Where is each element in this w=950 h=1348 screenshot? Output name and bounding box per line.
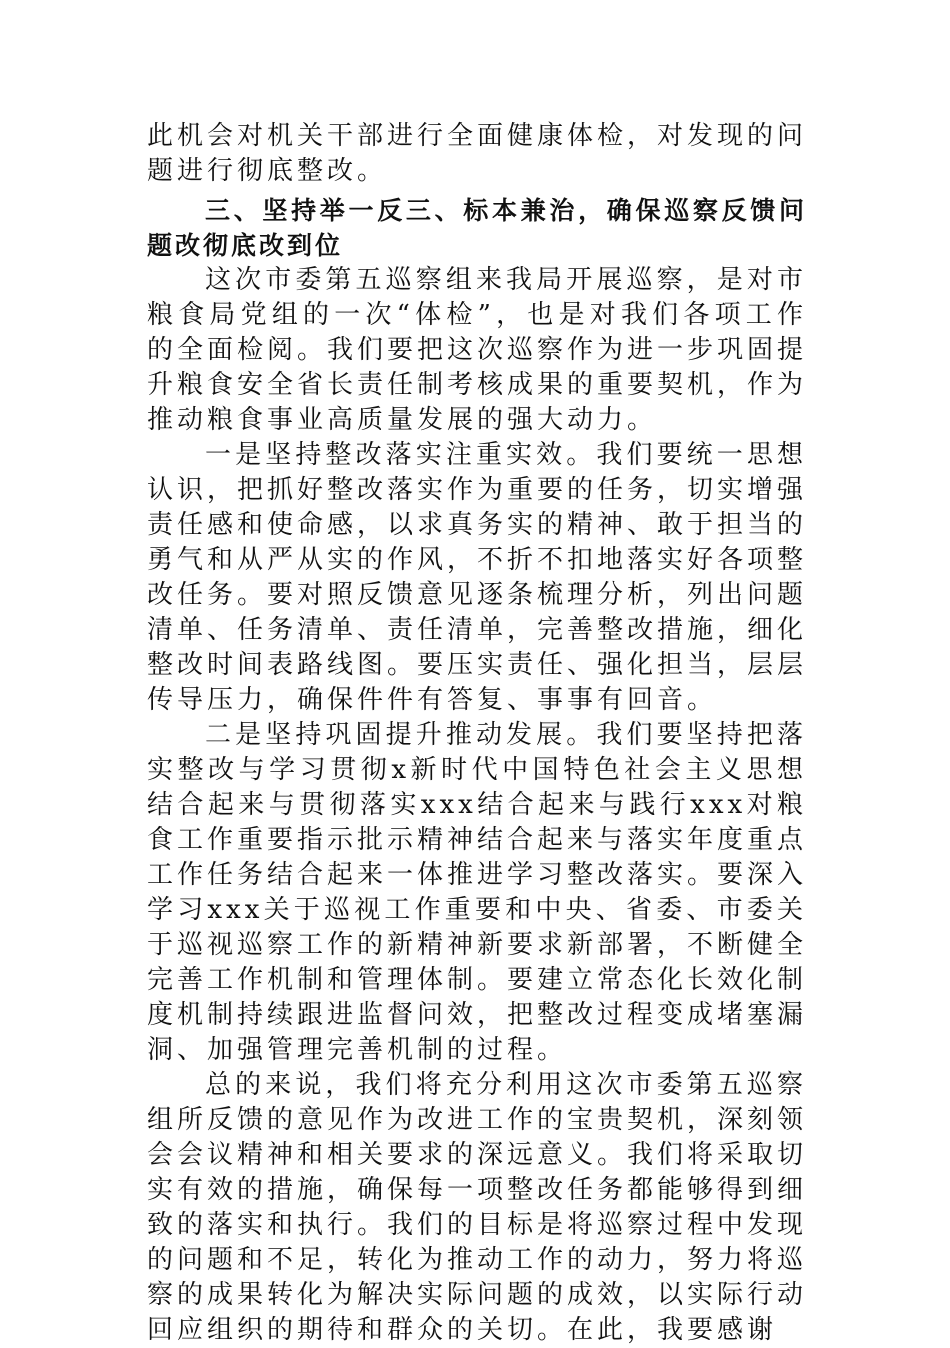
document-body: [147, 119, 807, 1348]
paragraph-point-one: 一是坚持整改落实注重实效。我们要统一思想认识，把抓好整改落实作为重要的任务，切实增强责任感和使命感，以求真务实的精神、敢于担当的勇气和从严从实的作风，不折不扣地落实好各项整改任务。要对照反馈意见逐条梳理分析，列出问题清单、任务清单、责任清单，完善整改措施，细化整改时间表路线图。要压实责任、强化担当，层层传导压力，确保件件有答复、事事有回音。: [147, 440, 808, 715]
section-heading: 三、坚持举一反三、标本兼治，确保巡察反馈问题改彻底改到位: [147, 196, 807, 260]
paragraph-summary: 总的来说，我们将充分利用这次市委第五巡察组所反馈的意见作为改进工作的宝贵契机，深刻领会会议精神和相关要求的深远意义。我们将采取切实有效的措施，确保每一项整改任务都能够得到细致的落实和执行。我们的目标是将巡察过程中发现的问题和不足，转化为推动工作的动力，努力将巡察的成果转化为解决实际问题的成效，以实际行动回应组织的期待和群众的关切。在此，我要感谢: [147, 1070, 808, 1345]
paragraph-continuation: 此机会对机关干部进行全面健康体检，对发现的问题进行彻底整改。: [147, 121, 808, 186]
paragraph-intro: 这次市委第五巡察组来我局开展巡察，是对市粮食局党组的一次“体检”，也是对我们各项工作的全面检阅。我们要把这次巡察作为进一步巩固提升粮食安全省长责任制考核成果的重要契机，作为推动粮食事业高质量发展的强大动力。: [147, 265, 808, 435]
paragraph-point-two: 二是坚持巩固提升推动发展。我们要坚持把落实整改与学习贯彻x新时代中国特色社会主义思想结合起来与贯彻落实xxx结合起来与践行xxx对粮食工作重要指示批示精神结合起来与落实年度重点工作任务结合起来一体推进学习整改落实。要深入学习xxx关于巡视工作重要和中央、省委、市委关于巡视巡察工作的新精神新要求新部署，不断健全完善工作机制和管理体制。要建立常态化长效化制度机制持续跟进监督问效，把整改过程变成堵塞漏洞、加强管理完善机制的过程。: [147, 720, 808, 1065]
